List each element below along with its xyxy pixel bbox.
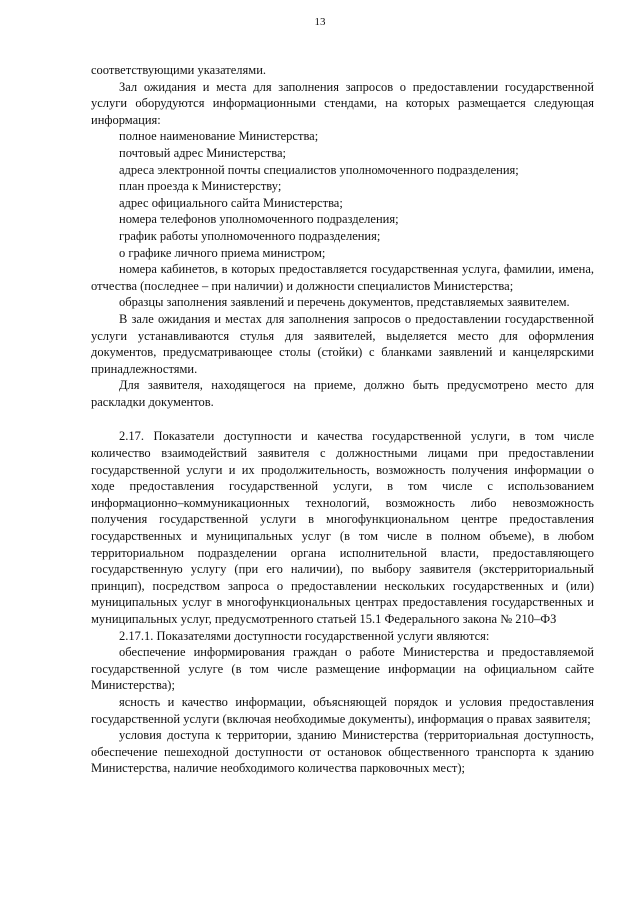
list-item: образцы заполнения заявлений и перечень документов, представляемых заявителем.	[119, 295, 570, 310]
list-item: полное наименование Министерства;	[119, 129, 319, 144]
list-item: почтовый адрес Министерства;	[119, 145, 287, 160]
subsection-2-17-1: 2.17.1. Показателями доступности государственной услуги являются:	[119, 628, 490, 643]
list-item: график работы уполномоченного подразделения;	[119, 228, 381, 243]
page-number: 13	[314, 16, 326, 28]
list-item: адрес официального сайта Министерства;	[119, 195, 343, 210]
paragraph: Для заявителя, находящегося на приеме, должно быть предусмотрено место для раскладки документов.	[91, 378, 594, 409]
list-item: номера кабинетов, в которых предоставляется государственная услуга, фамилии, имена, отчества (последнее – при наличии) и должности специалистов Министерства;	[91, 262, 594, 293]
paragraph: соответствующими указателями.	[91, 63, 267, 77]
paragraph: Зал ожидания и места для заполнения запросов о предоставлении государственной услуги оборудуются информационными стендами, на которых размещается следующая информация:	[91, 79, 594, 127]
list-item: условия доступа к территории, зданию Министерства (территориальная доступность, обеспечение пешеходной доступности от остановок общественного транспорта к зданию Министерства, наличие необходимого количества парковочных мест);	[91, 728, 594, 776]
section-2-17: 2.17. Показатели доступности и качества государственной услуги, в том числе количество взаимодействий заявителя с должностными лицами при предоставлении государственной услуги и их продолжительность, возможность получения информации о ходе предоставления государственной услуги, в том числе с использованием информационно–коммуникационных технологий, возможность либо невозможность получения государственной услуги в многофункциональном центре предоставления государственных и муниципальных услуг (в том числе в полном объеме), в любом территориальном подразделении органа исполнительной власти, предоставляющего государственную услугу (при его наличии), по выбору заявителя (экстерриториальный принцип), посредством запроса о предоставлении нескольких государственных и (или) муниципальных услуг в многофункциональных центрах предоставления государственных и муниципальных услуг, предусмотренного статьей 15.1 Федерального закона № 210–ФЗ	[91, 429, 594, 626]
list-item: план проезда к Министерству;	[119, 179, 282, 194]
list-item: адреса электронной почты специалистов уполномоченного подразделения;	[119, 162, 519, 177]
list-item: о графике личного приема министром;	[119, 245, 326, 260]
list-item: ясность и качество информации, объясняющей порядок и условия предоставления государственной услуги (включая необходимые документы), информация о правах заявителя;	[91, 694, 594, 726]
list-item: номера телефонов уполномоченного подразделения;	[119, 212, 399, 227]
paragraph: В зале ожидания и местах для заполнения запросов о предоставлении государственной услуги устанавливаются стулья для заявителей, выделяется место для оформления документов, предусматривающее столы (стойки) с бланками заявлений и канцелярскими принадлежностями.	[91, 311, 594, 376]
paragraph-spacer	[91, 410, 594, 428]
list-item: обеспечение информирования граждан о работе Министерства и предоставляемой государственной услуге (в том числе размещение информации на официальном сайте Министерства);	[91, 645, 594, 693]
document-body	[91, 62, 594, 777]
